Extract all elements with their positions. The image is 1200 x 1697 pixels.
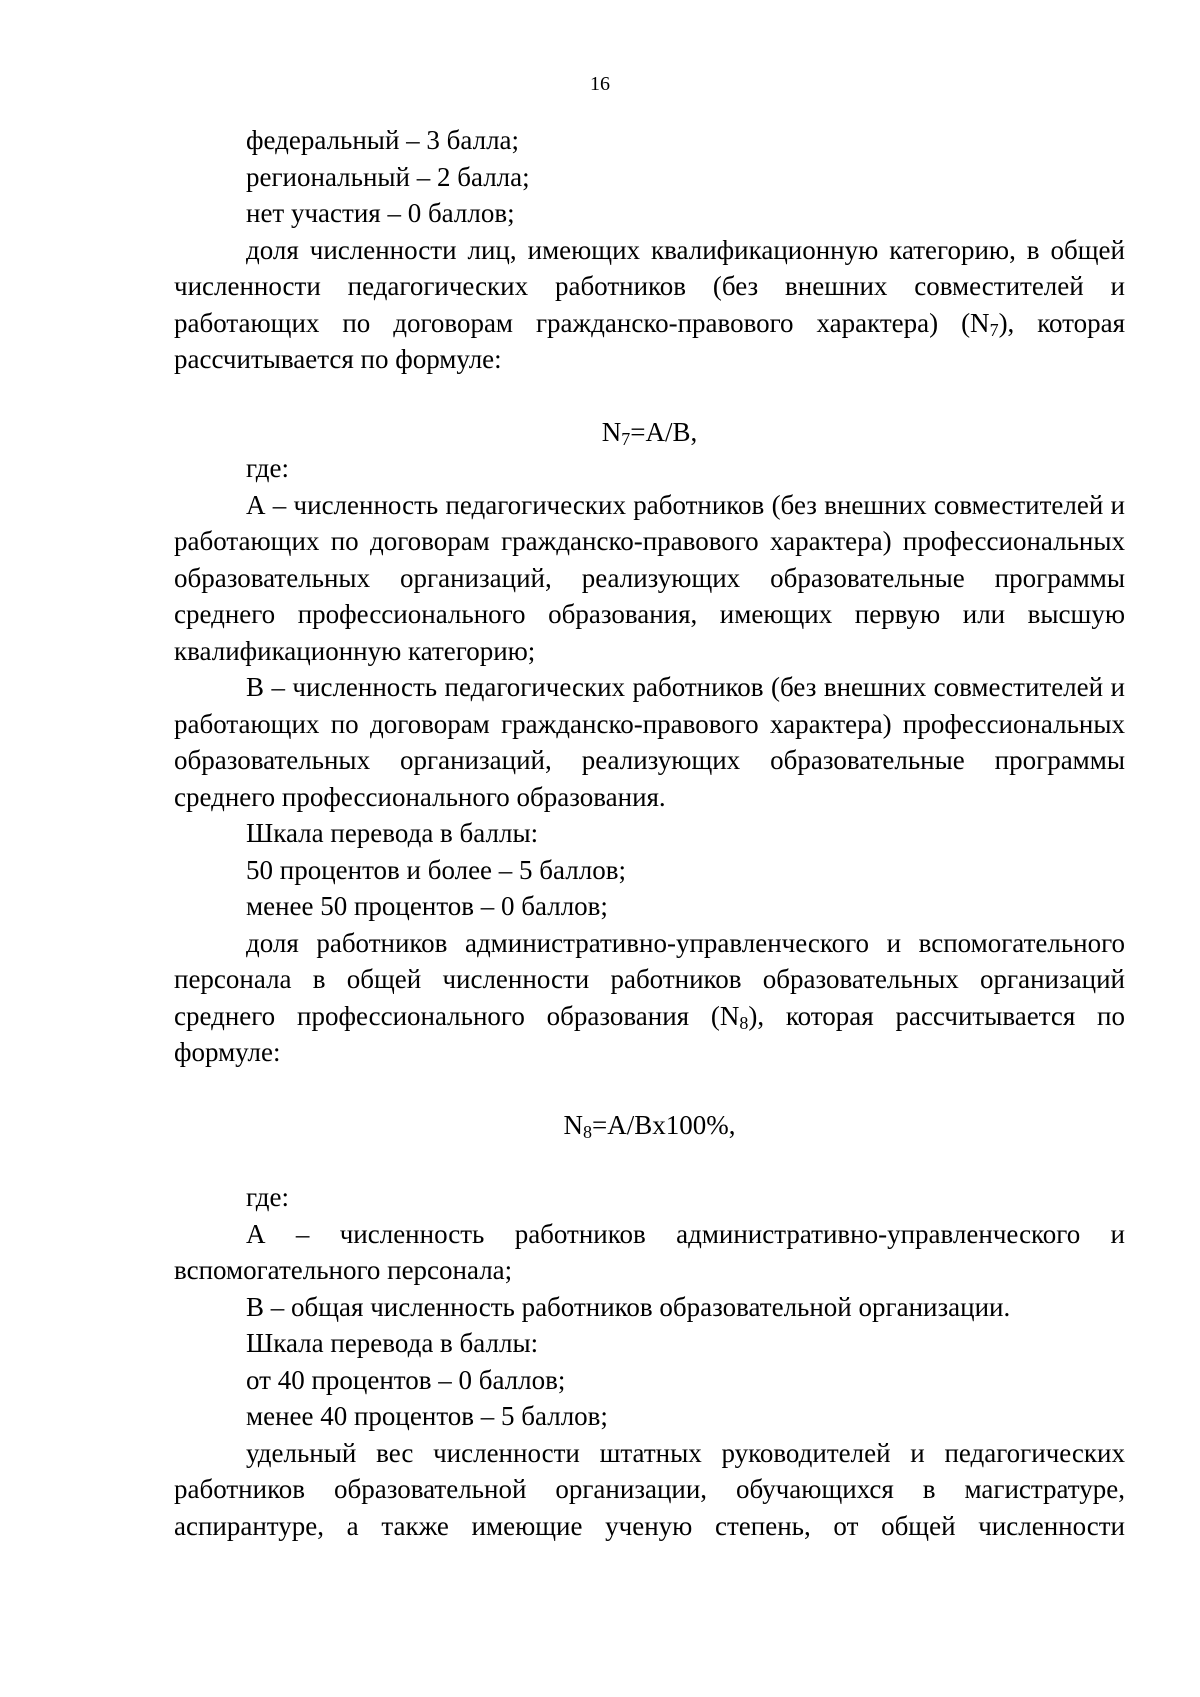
- paragraph-n8-end: ), которая рассчитывается по формуле:: [174, 1000, 1125, 1067]
- scale-2-item-2: менее 40 процентов – 5 баллов;: [246, 1401, 608, 1431]
- formula-n7-symbol: N: [601, 416, 622, 447]
- formula-n7-subscript: 7: [621, 428, 631, 449]
- score-federal: федеральный – 3 балла;: [246, 125, 520, 155]
- where-label-1: где:: [246, 453, 289, 483]
- formula-n8: [174, 1107, 1125, 1144]
- score-none: нет участия – 0 баллов;: [246, 198, 515, 228]
- page-number: 16: [590, 73, 610, 95]
- formula-n8-expression: =A/Bх100%,: [592, 1109, 736, 1140]
- variable-b-definition-1: В – численность педагогических работников (без внешних совместителей и работающих по договорам гражданско-правового характера) профессиональных образовательных организаций, реализующих образовательные программы среднего профессионального образования.: [174, 672, 1125, 812]
- variable-a-definition-2: А – численность работников административно-управленческого и вспомогательного персонала;: [174, 1218, 1125, 1285]
- document-body: [174, 122, 1125, 1544]
- paragraph-n7-end: ), которая рассчитывается по формуле:: [174, 307, 1125, 374]
- formula-n8-symbol: N: [563, 1109, 583, 1140]
- paragraph-n8-definition: [174, 925, 1125, 1071]
- paragraph-n8-text: доля работников административно-управленческого и вспомогательного персонала в общей численности работников образовательных организаций среднего профессионального образования (N: [174, 927, 1125, 1031]
- paragraph-n7-text: доля численности лиц, имеющих квалификационную категорию, в общей численности педагогических работников (без внешних совместителей и работающих по договорам гражданско-правового характера) (N: [174, 234, 1125, 338]
- scale-heading-2: Шкала перевода в баллы:: [246, 1328, 539, 1358]
- n8-subscript: 8: [739, 1012, 749, 1033]
- scale-heading-1: Шкала перевода в баллы:: [246, 818, 539, 848]
- score-regional: региональный – 2 балла;: [246, 161, 530, 192]
- scale-1-item-2: менее 50 процентов – 0 баллов;: [246, 891, 608, 921]
- variable-b-definition-2: В – общая численность работников образовательной организации.: [246, 1291, 1011, 1322]
- formula-n8-subscript: 8: [583, 1121, 592, 1142]
- variable-a-definition-1: А – численность педагогических работников (без внешних совместителей и работающих по договорам гражданско-правового характера) профессиональных образовательных организаций, реализующих образовательные программы среднего профессионального образования, имеющих первую или высшую квалификационную категорию;: [174, 489, 1125, 666]
- where-label-2: где:: [246, 1182, 289, 1212]
- scale-2-item-1: от 40 процентов – 0 баллов;: [246, 1364, 566, 1395]
- paragraph-specific-weight: удельный вес численности штатных руководителей и педагогических работников образовательной организации, обучающихся в магистратуре, аспирантуре, а также имеющие ученую степень, от общей численности: [174, 1437, 1125, 1541]
- scale-1-item-1: 50 процентов и более – 5 баллов;: [246, 854, 626, 885]
- n7-subscript: 7: [989, 319, 999, 340]
- formula-n7: [174, 414, 1125, 451]
- paragraph-n7-definition: [174, 232, 1125, 378]
- formula-n7-expression: =A/B,: [630, 416, 698, 447]
